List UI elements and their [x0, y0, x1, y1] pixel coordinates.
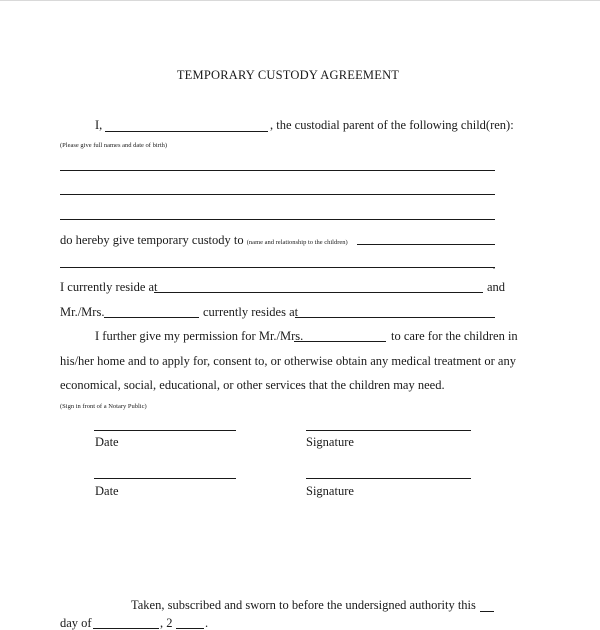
- intro-prefix: I,: [95, 118, 103, 132]
- signature-label-2: Signature: [306, 484, 354, 498]
- signature-line-1[interactable]: [306, 430, 471, 431]
- sworn-statement: Taken, subscribed and sworn to before the undersigned authority this: [131, 598, 476, 612]
- trailing-period: .: [493, 262, 495, 271]
- permission-line-2: his/her home and to apply for, consent to, or otherwise obtain any medical treatment or any: [60, 354, 516, 368]
- page-top-border: [0, 0, 600, 1]
- guardian-name-field[interactable]: [104, 317, 199, 318]
- mr-mrs-label: Mr./Mrs.: [60, 305, 105, 319]
- sworn-period: .: [205, 616, 209, 630]
- temporary-custody-label: do hereby give temporary custody to: [60, 233, 244, 247]
- date-line-1[interactable]: [94, 430, 236, 431]
- date-line-2[interactable]: [94, 478, 236, 479]
- permission-line-3: economical, social, educational, or other services that the children may need.: [60, 378, 445, 392]
- parent-address-field[interactable]: [154, 292, 483, 293]
- permission-suffix: to care for the children in: [391, 329, 518, 343]
- child-line-3[interactable]: [60, 219, 495, 220]
- child-line-1[interactable]: [60, 170, 495, 171]
- parent-name-field[interactable]: [105, 131, 268, 132]
- year-prefix: , 2: [160, 616, 173, 630]
- permission-prefix: I further give my permission for Mr./Mrs.: [95, 329, 304, 343]
- custody-recipient-line-2[interactable]: [60, 267, 495, 268]
- day-of-label: day of: [60, 616, 92, 630]
- intro-suffix: , the custodial parent of the following child(ren):: [270, 118, 514, 132]
- guardian-address-field[interactable]: [295, 317, 495, 318]
- residence-and: and: [487, 280, 506, 294]
- custody-recipient-hint: (name and relationship to the children): [246, 239, 348, 246]
- currently-resides-label: currently resides at: [203, 305, 299, 319]
- sworn-day-field[interactable]: [480, 611, 494, 612]
- date-label-2: Date: [95, 484, 119, 498]
- sworn-year-field[interactable]: [176, 628, 204, 629]
- sworn-month-field[interactable]: [93, 628, 159, 629]
- document-title: TEMPORARY CUSTODY AGREEMENT: [176, 68, 400, 82]
- signature-label-1: Signature: [306, 435, 354, 449]
- temporary-custody-text: [60, 233, 348, 250]
- caretaker-name-field[interactable]: [294, 341, 386, 342]
- notary-hint: (Sign in front of a Notary Public): [60, 403, 147, 410]
- child-line-2[interactable]: [60, 194, 495, 195]
- signature-line-2[interactable]: [306, 478, 471, 479]
- children-names-hint: (Please give full names and date of birth): [60, 142, 168, 149]
- date-label-1: Date: [95, 435, 119, 449]
- custody-recipient-field[interactable]: [357, 244, 495, 245]
- residence-prefix: I currently reside at: [60, 280, 158, 294]
